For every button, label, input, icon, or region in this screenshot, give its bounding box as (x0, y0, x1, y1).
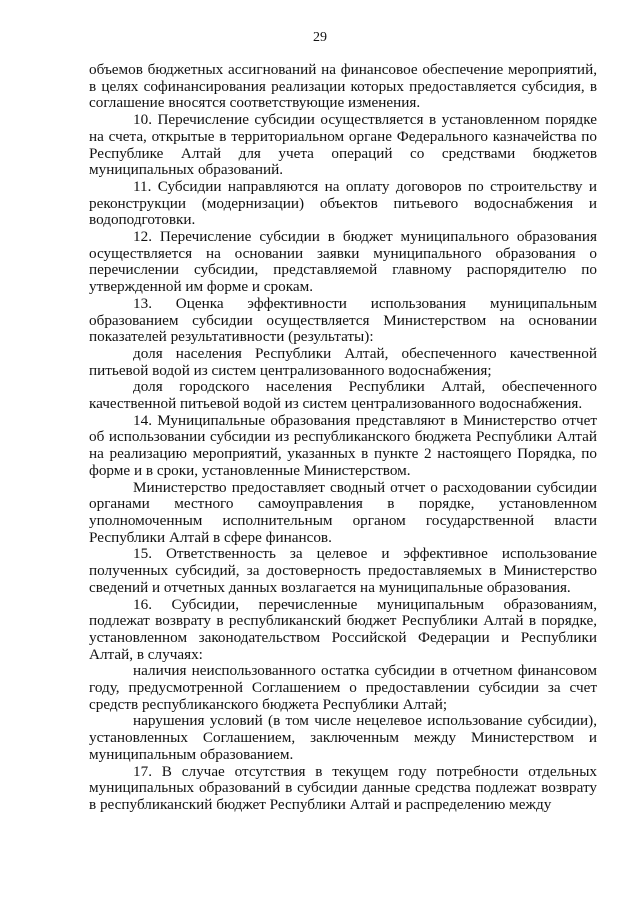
indicator-2: доля городского населения Республики Алтай, обеспеченного качественной питьевой водой из систем централизованного водоснабжения. (89, 378, 597, 413)
paragraph-continuation: объемов бюджетных ассигнований на финансовое обеспечение мероприятий, в целях софинансирования реализации которых предоставляется субсидия, в соглашение вносятся соответствующие изменения. (89, 61, 597, 112)
page-number: 29 (313, 30, 327, 45)
paragraph-item-16: 16. Субсидии, перечисленные муниципальным образованиям, подлежат возврату в республиканский бюджет Республики Алтай в порядке, установленном законодательством Российской Федерации и Республики Алтай, в случаях: (89, 595, 597, 663)
indicator-1: доля населения Республики Алтай, обеспеченного качественной питьевой водой из систем централизованного водоснабжения; (89, 344, 597, 379)
paragraph-item-14: 14. Муниципальные образования представляют в Министерство отчет об использовании субсидии из республиканского бюджета Республики Алтай на реализацию мероприятий, указанных в пункте 2 настоящего Порядка, по форме и в сроки, установленные Министерством. (89, 411, 597, 479)
paragraph-item-17: 17. В случае отсутствия в текущем году потребности отдельных муниципальных образований в субсидии данные средства подлежат возврату в республиканский бюджет Республики Алтай и распределению между (89, 762, 597, 813)
paragraph-item-12: 12. Перечисление субсидии в бюджет муниципального образования осуществляется на основании заявки муниципального образования о перечислении субсидии, представляемой главному распорядителю по утвержденной им форме и срокам. (89, 228, 597, 296)
paragraph-item-10: 10. Перечисление субсидии осуществляется в установленном порядке на счета, открытые в территориальном органе Федерального казначейства по Республике Алтай для учета операций со средствами бюджетов муниципальных образований. (89, 111, 597, 179)
paragraph-item-11: 11. Субсидии направляются на оплату договоров по строительству и реконструкции (модернизации) объектов питьевого водоснабжения и водоподготовки. (89, 177, 597, 229)
paragraph-ministry-report: Министерство предоставляет сводный отчет о расходовании субсидии органами местного самоуправления в порядке, установленном уполномоченным исполнительным органом государственной власти Республики Алтай в сфере финансов. (89, 478, 597, 546)
paragraph-item-15: 15. Ответственность за целевое и эффективное использование полученных субсидий, за достоверность предоставляемых в Министерство сведений и отчетных данных возлагается на муниципальные образования. (89, 545, 597, 596)
paragraph-item-13: 13. Оценка эффективности использования муниципальным образованием субсидии осуществляется Министерством на основании показателей результативности (результаты): (89, 294, 597, 346)
return-case-1: наличия неиспользованного остатка субсидии в отчетном финансовом году, предусмотренной Соглашением о предоставлении субсидии за счет средств республиканского бюджета Республики Алтай; (89, 662, 597, 713)
document-body (89, 62, 597, 814)
return-case-2: нарушения условий (в том числе нецелевое использование субсидии), установленных Соглашением, заключенным между Министерством и муниципальным образованием. (89, 712, 597, 763)
